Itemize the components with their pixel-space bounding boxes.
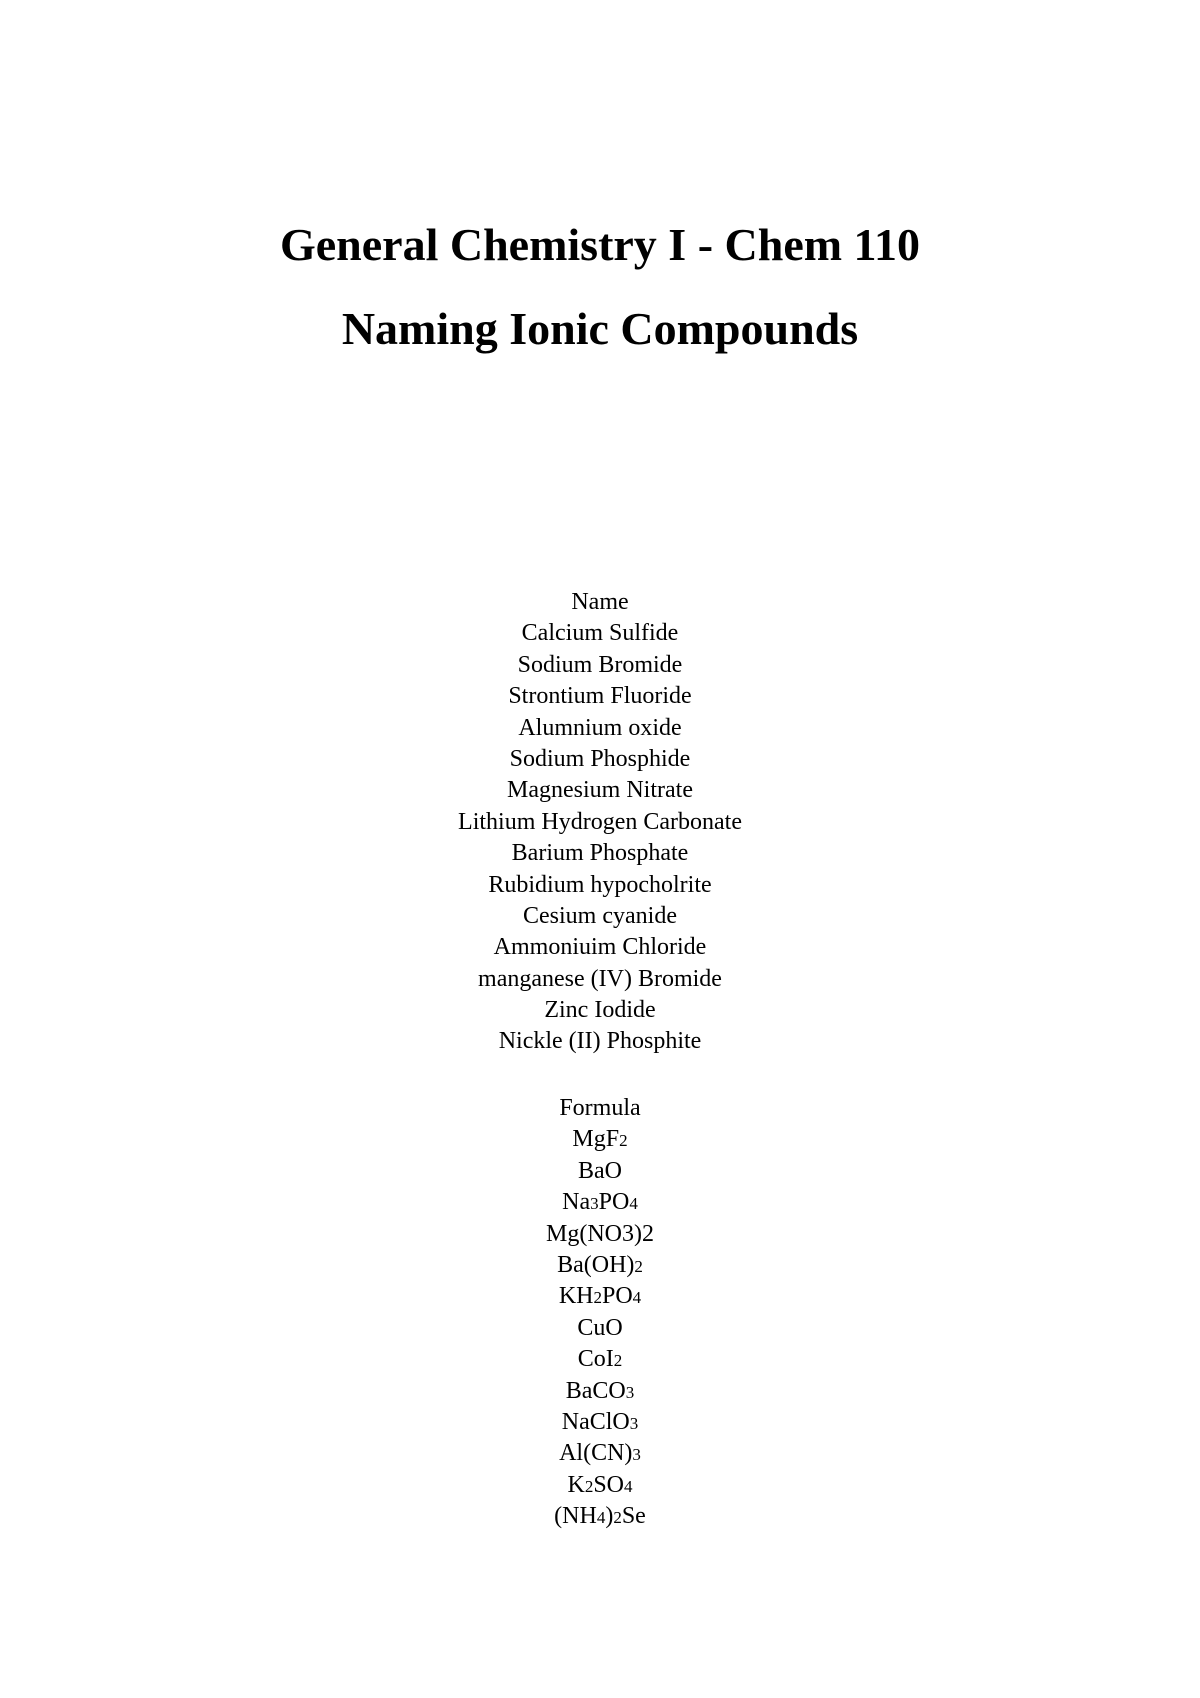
name-item: Nickle (II) Phosphite: [498, 1028, 702, 1055]
formula-subscript: 2: [634, 1256, 643, 1276]
formula-text: BaCO: [565, 1377, 626, 1404]
formula-text: CuO: [577, 1314, 623, 1341]
page-title: General Chemistry I - Chem 110: [279, 219, 921, 270]
names-heading: Name: [571, 589, 629, 615]
name-item: Ammoniuim Chloride: [493, 934, 707, 961]
formula-subscript: 2: [584, 1476, 594, 1496]
name-item: Lithium Hydrogen Carbonate: [458, 808, 742, 835]
formula-subscript: 3: [625, 1382, 635, 1402]
formula-subscript: 4: [632, 1288, 642, 1308]
formula-text: PO: [598, 1189, 630, 1216]
name-item: Barium Phosphate: [511, 840, 689, 867]
name-item: Rubidium hypocholrite: [488, 871, 712, 898]
formula-subscript: 3: [590, 1194, 599, 1214]
formula-item: [0, 1313, 1200, 1344]
formula-item: [0, 1187, 1200, 1218]
name-item: Calcium Sulfide: [521, 620, 679, 647]
formula-subscript: 2: [593, 1288, 602, 1308]
formula-subscript: 2: [613, 1351, 623, 1371]
formula-subscript: 2: [613, 1508, 622, 1528]
formula-subscript: 3: [629, 1413, 639, 1433]
formula-text: KH: [558, 1283, 594, 1310]
formula-text: Mg(NO3)2: [546, 1220, 654, 1247]
formula-text: MgF: [572, 1126, 620, 1153]
formula-text: K: [567, 1471, 585, 1498]
formula-subscript: 2: [619, 1131, 628, 1151]
name-item: Cesium cyanide: [523, 902, 677, 929]
formula-item: [0, 1344, 1200, 1375]
formula-text: Na: [562, 1189, 591, 1216]
name-item: manganese (IV) Bromide: [478, 965, 722, 992]
formulas-list: [0, 1093, 1200, 1532]
formula-subscript: 4: [629, 1194, 638, 1214]
page-subtitle: Naming Ionic Compounds: [341, 303, 859, 354]
formula-item: [0, 1376, 1200, 1407]
formula-item: [0, 1407, 1200, 1438]
name-item: Sodium Phosphide: [509, 745, 691, 772]
formula-item: [0, 1438, 1200, 1469]
formula-subscript: 4: [596, 1508, 606, 1528]
formula-item: [0, 1281, 1200, 1312]
formula-text: CoI: [577, 1346, 614, 1373]
formula-text: BaO: [578, 1157, 622, 1184]
formula-text: NaClO: [561, 1408, 630, 1435]
formula-item: [0, 1501, 1200, 1532]
formula-text: PO: [601, 1283, 633, 1310]
formula-subscript: 4: [624, 1476, 633, 1496]
name-item: Zinc Iodide: [544, 997, 656, 1024]
formula-item: [0, 1156, 1200, 1187]
formula-text: SO: [593, 1471, 625, 1498]
name-item: Alumnium oxide: [518, 714, 682, 741]
name-item: Sodium Bromide: [517, 651, 683, 678]
name-item: Magnesium Nitrate: [507, 777, 693, 804]
formula-text: (NH: [554, 1503, 597, 1530]
formula-text: Al(CN): [559, 1440, 633, 1467]
names-list: [0, 587, 1200, 1058]
formula-text: Ba(OH): [557, 1251, 635, 1278]
formulas-heading: Formula: [559, 1095, 641, 1121]
formula-subscript: 3: [632, 1445, 641, 1465]
formula-text: ): [605, 1503, 614, 1530]
formula-text: Se: [621, 1503, 646, 1530]
formula-item: [0, 1219, 1200, 1250]
formula-item: [0, 1470, 1200, 1501]
formula-item: [0, 1124, 1200, 1155]
formula-item: [0, 1250, 1200, 1281]
name-item: Strontium Fluoride: [508, 683, 692, 710]
